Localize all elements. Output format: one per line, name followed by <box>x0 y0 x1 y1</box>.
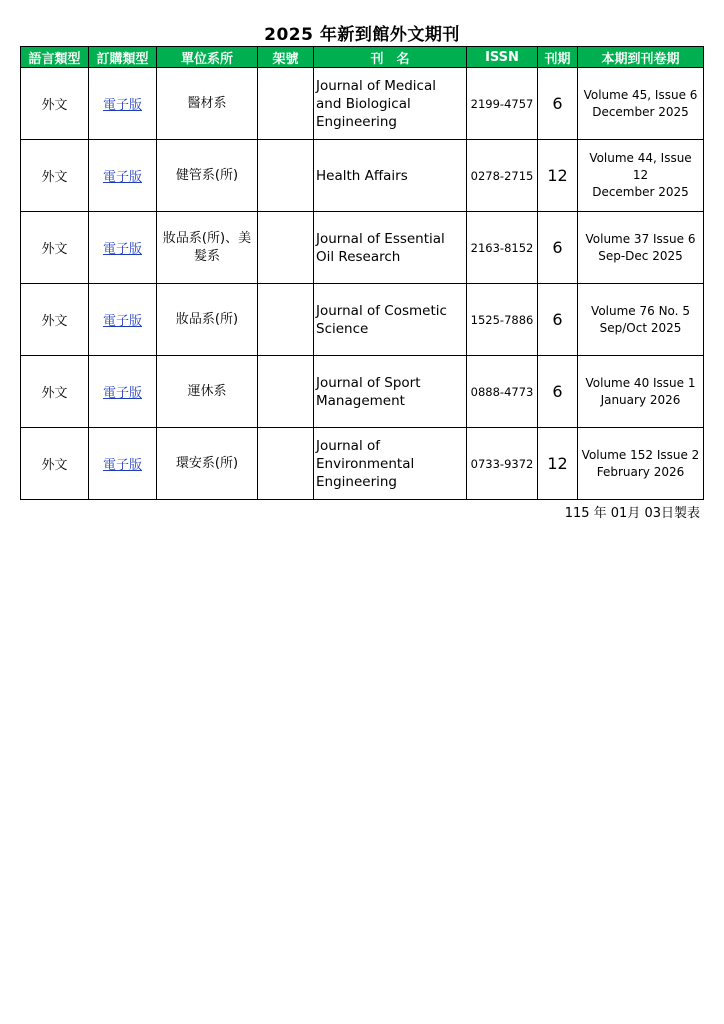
cell-shelf <box>258 428 314 500</box>
table-row <box>21 140 704 212</box>
cell-department: 健管系(所) <box>157 140 258 212</box>
cell-frequency: 12 <box>538 428 578 500</box>
header-shelf: 架號 <box>258 47 314 68</box>
cell-volume <box>578 284 704 356</box>
cell-issn: 0888-4773 <box>467 356 538 428</box>
table-row <box>21 68 704 140</box>
cell-department: 醫材系 <box>157 68 258 140</box>
cell-journal: Health Affairs <box>314 140 467 212</box>
cell-frequency: 6 <box>538 212 578 284</box>
cell-frequency: 12 <box>538 140 578 212</box>
cell-frequency: 6 <box>538 356 578 428</box>
volume-date: Sep-Dec 2025 <box>598 248 683 263</box>
subscription-link[interactable]: 電子版 <box>102 458 142 473</box>
cell-subscription <box>89 428 157 500</box>
table-row <box>21 356 704 428</box>
table-row <box>21 284 704 356</box>
cell-journal: Journal of Medical and Biological Engineering <box>314 68 467 140</box>
cell-journal: Journal of Cosmetic Science <box>314 284 467 356</box>
cell-shelf <box>258 356 314 428</box>
volume-issue: Volume 40 Issue 1 <box>585 375 696 390</box>
cell-language: 外文 <box>21 140 89 212</box>
volume-date: Sep/Oct 2025 <box>599 320 682 335</box>
subscription-link[interactable]: 電子版 <box>102 98 142 113</box>
cell-language: 外文 <box>21 284 89 356</box>
cell-frequency: 6 <box>538 284 578 356</box>
cell-shelf <box>258 212 314 284</box>
subscription-link[interactable]: 電子版 <box>102 242 142 257</box>
volume-date: December 2025 <box>592 185 689 199</box>
cell-shelf <box>258 284 314 356</box>
page-title: 2025 年新到館外文期刊 <box>264 25 460 45</box>
header-issn: ISSN <box>467 47 538 68</box>
volume-issue: Volume 45, Issue 6 <box>583 87 698 102</box>
cell-journal: Journal of Sport Management <box>314 356 467 428</box>
subscription-link[interactable]: 電子版 <box>102 386 142 401</box>
cell-shelf <box>258 68 314 140</box>
cell-subscription <box>89 356 157 428</box>
cell-issn: 2163-8152 <box>467 212 538 284</box>
cell-volume <box>578 428 704 500</box>
table-date-note: 115 年 01月 03日製表 <box>564 506 700 521</box>
cell-department: 妝品系(所) <box>157 284 258 356</box>
header-department: 單位系所 <box>157 47 258 68</box>
cell-issn: 0278-2715 <box>467 140 538 212</box>
volume-date: December 2025 <box>592 104 689 119</box>
cell-department: 環安系(所) <box>157 428 258 500</box>
table-row <box>21 212 704 284</box>
cell-language: 外文 <box>21 356 89 428</box>
cell-issn: 0733-9372 <box>467 428 538 500</box>
header-language: 語言類型 <box>21 47 89 68</box>
cell-journal: Journal of Essential Oil Research <box>314 212 467 284</box>
header-volume: 本期到刊卷期 <box>578 47 704 68</box>
cell-volume <box>578 212 704 284</box>
cell-subscription <box>89 68 157 140</box>
cell-issn: 1525-7886 <box>467 284 538 356</box>
cell-volume <box>578 140 704 212</box>
volume-issue: Volume 44, Issue 12 <box>589 151 692 182</box>
cell-language: 外文 <box>21 428 89 500</box>
cell-department: 妝品系(所)、美髮系 <box>157 212 258 284</box>
volume-issue: Volume 152 Issue 2 <box>581 447 700 462</box>
volume-date: February 2026 <box>596 464 685 479</box>
table-row <box>21 428 704 500</box>
header-subscription: 訂購類型 <box>89 47 157 68</box>
header-frequency: 刊期 <box>538 47 578 68</box>
cell-department: 運休系 <box>157 356 258 428</box>
journals-table <box>20 46 704 500</box>
table-header-row <box>21 47 704 68</box>
cell-language: 外文 <box>21 68 89 140</box>
volume-issue: Volume 37 Issue 6 <box>585 231 696 246</box>
cell-subscription <box>89 140 157 212</box>
cell-shelf <box>258 140 314 212</box>
cell-issn: 2199-4757 <box>467 68 538 140</box>
volume-issue: Volume 76 No. 5 <box>591 303 690 318</box>
volume-date: January 2026 <box>600 392 681 407</box>
subscription-link[interactable]: 電子版 <box>102 170 142 185</box>
cell-subscription <box>89 284 157 356</box>
cell-journal: Journal of Environmental Engineering <box>314 428 467 500</box>
cell-volume <box>578 68 704 140</box>
cell-language: 外文 <box>21 212 89 284</box>
subscription-link[interactable]: 電子版 <box>102 314 142 329</box>
cell-volume <box>578 356 704 428</box>
cell-subscription <box>89 212 157 284</box>
cell-frequency: 6 <box>538 68 578 140</box>
header-journal: 刊 名 <box>314 47 467 68</box>
